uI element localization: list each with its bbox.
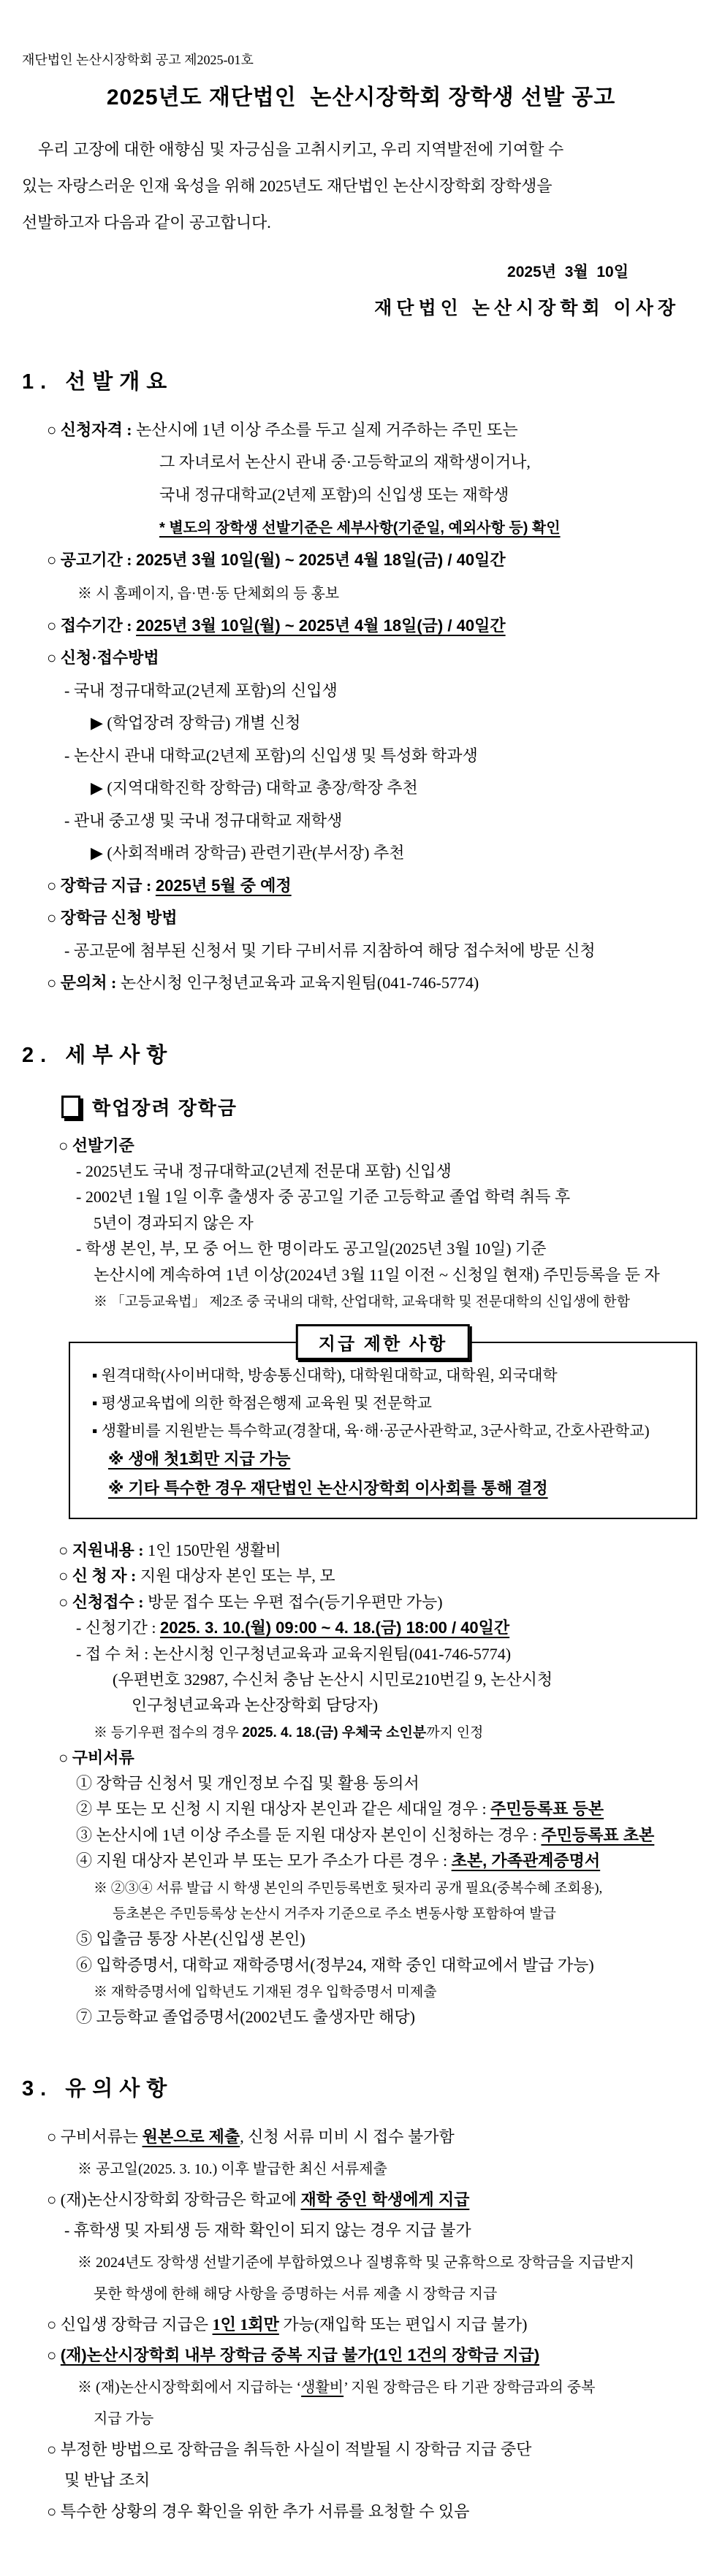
intro-line: 선발하고자 다음과 같이 공고합니다.: [22, 213, 271, 232]
item-text: 그 자녀로서 논산시 관내 중·고등학교의 재학생이거나,: [159, 453, 531, 472]
list-item-payment: [22, 876, 700, 896]
receipt-period-row: [22, 1618, 700, 1637]
page-title: 2025년도 재단법인 논산시장학회 장학생 선발 공고: [106, 85, 616, 110]
precaution-note-cont: [22, 2283, 700, 2304]
restriction-box-title: 지급 제한 사항: [296, 1324, 470, 1360]
restriction-row: [92, 1422, 681, 1440]
section-1-heading: 1. 선발개요: [22, 370, 174, 394]
list-item-receipt: [22, 1593, 700, 1612]
note-text: ※ (재)논산시장학회에서 지급하는 ‘: [77, 2379, 302, 2396]
item-text: ② 부 또는 모 신청 시 지원 대상자 본인과 같은 세대일 경우 :: [76, 1800, 491, 1819]
item-text: ⑥ 입학증명서, 대학교 재학증명서(정부24, 재학 중인 대학교에서 발급 가능): [76, 1955, 594, 1974]
method-row-arrow: [22, 843, 700, 863]
document-row: [22, 1774, 700, 1793]
method-row: [22, 681, 700, 701]
registered-mail-note: [22, 1722, 700, 1742]
document-note: [22, 1878, 700, 1897]
receipt-office-row: [22, 1645, 700, 1664]
item-text: 논산시에 계속하여 1년 이상(2024년 3월 11일 이전 ~ 신청일 현재) 주민등록을 둔 자: [94, 1265, 660, 1284]
document-row: [22, 1956, 700, 1975]
criteria-row: [22, 1188, 700, 1207]
item-text: 국내 정규대학교(2년제 포함)의 신입생 또는 재학생: [159, 485, 509, 504]
item-label: ○ 문의처 :: [47, 974, 121, 993]
method-row: [22, 811, 700, 831]
item-text: ○ 특수한 상황의 경우 확인을 위한 추가 서류를 요청할 수 있음: [47, 2502, 470, 2520]
list-item-apply-method: [22, 648, 700, 668]
item-text: ▪ 원격대학(사이버대학, 방송통신대학), 대학원대학교, 대학원, 외국대학: [92, 1366, 558, 1384]
item-text: - 공고문에 첨부된 신청서 및 기타 구비서류 지참하여 해당 접수처에 방문 신청: [64, 941, 596, 960]
item-text: ▶ (사회적배려 장학금) 관련기관(부서장) 추천: [91, 844, 405, 863]
item-emphasis: 주민등록표 초본: [541, 1825, 655, 1844]
item-value: 2025년 3월 10일(월) ~ 2025년 4월 18일(금) / 40일간: [136, 551, 506, 570]
note-text: ※ 생애 첫1회만 지급 가능: [108, 1450, 291, 1469]
restriction-row: [92, 1394, 681, 1413]
document-row: [22, 1851, 700, 1870]
precaution-item-cont: [22, 2470, 700, 2491]
method-row: [22, 746, 700, 766]
item-text: ④ 지원 대상자 본인과 부 또는 모가 주소가 다른 경우 :: [76, 1851, 452, 1870]
item-text: ① 장학금 신청서 및 개인정보 수집 및 활용 동의서: [76, 1774, 420, 1792]
precaution-note-cont: [22, 2408, 700, 2428]
item-text: ▶ (지역대학진학 장학금) 대학교 총장/학장 추천: [91, 779, 418, 798]
criteria-row: [22, 1239, 700, 1258]
qualification-note: [22, 517, 700, 538]
item-emphasis: 초본, 가족관계증명서: [451, 1851, 601, 1870]
item-value: 논산시청 인구청년교육과 교육지원팀(041-746-5774): [152, 1644, 512, 1663]
item-text: ▪ 평생교육법에 의한 학점은행제 교육원 및 전문학교: [92, 1394, 432, 1412]
item-text: 가능(재입학 또는 편입시 지급 불가): [278, 2315, 528, 2334]
note-emphasis: 2025. 4. 18.(금) 우체국 소인분: [242, 1724, 427, 1740]
note-text: ’ 지원 장학금은 타 기관 장학금과의 중복: [343, 2379, 596, 2396]
precaution-item: [22, 2315, 700, 2335]
list-item-receipt-period: [22, 616, 700, 636]
restriction-note: [92, 1450, 681, 1469]
how-to-apply-row: [22, 941, 700, 961]
list-item-qualification-cont: [22, 485, 700, 505]
list-item-support: [22, 1541, 700, 1560]
item-emphasis: 1인 1회만: [212, 2315, 279, 2334]
item-label: ○ 장학금 신청 방법: [47, 909, 178, 928]
item-text: ○: [47, 2346, 61, 2365]
item-label: ○ 선발기준: [58, 1136, 134, 1155]
section-selection-overview: [22, 365, 700, 993]
item-text: ⑤ 입출금 통장 사본(신입생 본인): [76, 1930, 305, 1949]
notice-number: 재단법인 논산시장학회 공고 제2025-01호: [22, 53, 254, 67]
item-text: ⑦ 고등학교 졸업증명서(2002년도 출생자만 해당): [76, 2007, 415, 2026]
note-text: ※ 공고일(2025. 3. 10.) 이후 발급한 최신 서류제출: [77, 2160, 387, 2177]
criteria-row: [22, 1162, 700, 1181]
item-label: ○ 신청·접수방법: [47, 649, 159, 668]
receipt-office-address: [22, 1670, 700, 1689]
note-text: 지급 가능: [94, 2410, 154, 2427]
list-item-applicant: [22, 1567, 700, 1586]
note-text: ※ 시 홈페이지, 읍·면·동 단체회의 등 홍보: [77, 585, 340, 602]
item-emphasis: 원본으로 제출: [142, 2128, 240, 2147]
item-emphasis: (재)논산시장학회 내부 장학금 중복 지급 불가(1인 1건의 장학금 지급): [60, 2346, 540, 2365]
list-item-criteria: [22, 1136, 700, 1155]
note-text: 못한 학생에 한해 해당 사항을 증명하는 서류 제출 시 장학금 지급: [94, 2285, 498, 2302]
item-value: 2025년 5월 중 예정: [155, 876, 292, 895]
precaution-sub-row: [22, 2220, 700, 2241]
subsection-title: 학업장려 장학금: [92, 1096, 238, 1119]
item-value: 방문 접수 또는 우편 접수(등기우편만 가능): [148, 1592, 443, 1611]
item-text: ▶ (학업장려 장학금) 개별 신청: [91, 714, 301, 733]
document-row: [22, 1800, 700, 1819]
item-emphasis: 재학 중인 학생에게 지급: [300, 2190, 470, 2209]
item-value: 지원 대상자 본인 또는 부, 모: [140, 1567, 335, 1586]
precaution-item: [22, 2439, 700, 2460]
document-row: [22, 1826, 700, 1845]
document-note-cont: [22, 1903, 700, 1923]
item-text: - 2025년도 국내 정규대학교(2년제 전문대 포함) 신입생: [76, 1161, 452, 1180]
item-text: ③ 논산시에 1년 이상 주소를 둔 지원 대상자 본인이 신청하는 경우 :: [76, 1825, 542, 1844]
item-text: ○ 부정한 방법으로 장학금을 취득한 사실이 적발될 시 장학금 지급 중단: [47, 2439, 532, 2458]
item-value: 2025. 3. 10.(월) 09:00 ~ 4. 18.(금) 18:00 / 40일간: [159, 1618, 510, 1637]
item-label: - 신청기간 :: [76, 1618, 160, 1637]
section-2-heading: 2. 세부사항: [22, 1043, 174, 1067]
notice-period-note: [22, 583, 700, 603]
item-label: ○ 신청접수 :: [58, 1592, 148, 1611]
note-text: 까지 인정: [426, 1724, 484, 1740]
list-item-required-documents: [22, 1748, 700, 1767]
square-bullet-icon: [61, 1096, 80, 1118]
item-value: 1인 150만원 생활비: [148, 1541, 281, 1560]
item-text: - 논산시 관내 대학교(2년제 포함)의 신입생 및 특성화 학과생: [64, 746, 478, 765]
document-note: [22, 1981, 700, 2001]
item-label: ○ 접수기간 :: [47, 616, 137, 635]
section-details: [22, 1039, 700, 2027]
item-text: ○ 신입생 장학금 지급은: [47, 2315, 213, 2334]
intro-line: 우리 고장에 대한 애향심 및 자긍심을 고취시키고, 우리 지역발전에 기여할 수: [38, 139, 564, 158]
issuer: 재단법인 논산시장학회 이사장: [374, 297, 680, 318]
list-item-contact: [22, 973, 700, 993]
note-text: ※ 기타 특수한 경우 재단법인 논산시장학회 이사회를 통해 결정: [108, 1478, 548, 1497]
item-text: - 휴학생 및 자퇴생 등 재학 확인이 되지 않는 경우 지급 불가: [64, 2221, 471, 2240]
item-label: - 접 수 처 :: [76, 1644, 153, 1663]
item-text: - 2002년 1월 1일 이후 출생자 중 공고일 기준 고등학교 졸업 학력 취득 후: [76, 1188, 571, 1207]
restriction-note: [92, 1479, 681, 1498]
item-emphasis: 주민등록표 등본: [490, 1800, 604, 1819]
item-text: , 신청 서류 미비 시 접수 불가함: [240, 2128, 455, 2147]
precaution-item: [22, 2190, 700, 2210]
item-label: ○ 장학금 지급 :: [47, 876, 156, 895]
precaution-item: [22, 2502, 700, 2522]
precaution-note: [22, 2377, 700, 2397]
item-label: ○ 지원내용 :: [58, 1541, 148, 1560]
method-row-arrow: [22, 713, 700, 733]
restriction-row: [92, 1367, 681, 1385]
list-item-qualification: [22, 420, 700, 440]
note-text: ※ 2024년도 장학생 선발기준에 부합하였으나 질병휴학 및 군휴학으로 장학금을 지급받지: [77, 2254, 634, 2271]
item-text: 5년이 경과되지 않은 자: [94, 1213, 254, 1232]
item-text: 인구청년교육과 논산장학회 담당자): [132, 1696, 379, 1715]
precaution-item: [22, 2127, 700, 2147]
item-text: - 관내 중고생 및 국내 정규대학교 재학생: [64, 811, 343, 830]
note-text: ※ 「고등교육법」 제2조 중 국내의 대학, 산업대학, 교육대학 및 전문대학의 신입생에 한함: [94, 1293, 630, 1310]
document-row: [22, 1930, 700, 1949]
item-text: ▪ 생활비를 지원받는 특수학교(경찰대, 육·해·공군사관학교, 3군사학교, 간호사관학교): [92, 1422, 650, 1440]
list-item-qualification-cont: [22, 452, 700, 473]
item-value: 2025년 3월 10일(월) ~ 2025년 4월 18일(금) / 40일간: [136, 616, 506, 635]
criteria-note: [22, 1291, 700, 1311]
note-text: ※ 재학증명서에 입학년도 기재된 경우 입학증명서 미제출: [94, 1984, 437, 2000]
note-text: * 별도의 장학생 선발기준은 세부사항(기준일, 예외사항 등) 확인: [159, 520, 561, 537]
item-text: 논산시에 1년 이상 주소를 두고 실제 거주하는 주민 또는: [136, 420, 518, 439]
criteria-row-cont: [22, 1214, 700, 1233]
receipt-office-address-cont: [22, 1696, 700, 1715]
note-text: 등초본은 주민등록상 논산시 거주자 기준으로 주소 변동사항 포함하여 발급: [113, 1906, 556, 1922]
method-row-arrow: [22, 778, 700, 798]
item-value: 논산시청 인구청년교육과 교육지원팀(041-746-5774): [120, 974, 479, 993]
note-text: ※ ②③④ 서류 발급 시 학생 본인의 주민등록번호 뒷자리 공개 필요(중복수혜 조회용),: [94, 1880, 603, 1896]
precaution-note: [22, 2252, 700, 2272]
note-emphasis: 생활비: [301, 2379, 344, 2396]
list-item-notice-period: [22, 550, 700, 570]
intro-paragraph: [22, 131, 700, 241]
item-text: (우편번호 32987, 수신처 충남 논산시 시민로210번길 9, 논산시청: [113, 1670, 553, 1689]
payment-restriction-box: [69, 1334, 697, 1519]
precaution-item: [22, 2345, 700, 2366]
item-label: ○ 공고기간 :: [47, 551, 137, 570]
list-item-how-to-apply: [22, 908, 700, 928]
section-3-heading: 3. 유의사항: [22, 2077, 174, 2101]
item-label: ○ 신 청 자 :: [58, 1567, 140, 1586]
note-text: ※ 등기우편 접수의 경우: [94, 1724, 243, 1740]
section-precautions: [22, 2072, 700, 2521]
precaution-note: [22, 2158, 700, 2179]
document-row: [22, 2008, 700, 2027]
item-text: - 학생 본인, 부, 모 중 어느 한 명이라도 공고일(2025년 3월 10일) 기준: [76, 1239, 547, 1258]
notice-date: 2025년 3월 10일: [507, 263, 629, 280]
item-label: ○ 구비서류: [58, 1748, 134, 1767]
subsection-academic-scholarship: [22, 1093, 700, 1120]
item-label: ○ 신청자격 :: [47, 420, 137, 439]
item-text: ○ 구비서류는: [47, 2128, 143, 2147]
item-text: 및 반납 조치: [64, 2471, 151, 2490]
item-text: ○ (재)논산시장학회 장학금은 학교에: [47, 2190, 301, 2209]
item-text: - 국내 정규대학교(2년제 포함)의 신입생: [64, 681, 338, 700]
criteria-row-cont: [22, 1266, 700, 1285]
intro-line: 있는 자랑스러운 인재 육성을 위해 2025년도 재단법인 논산시장학회 장학생을: [22, 176, 553, 195]
